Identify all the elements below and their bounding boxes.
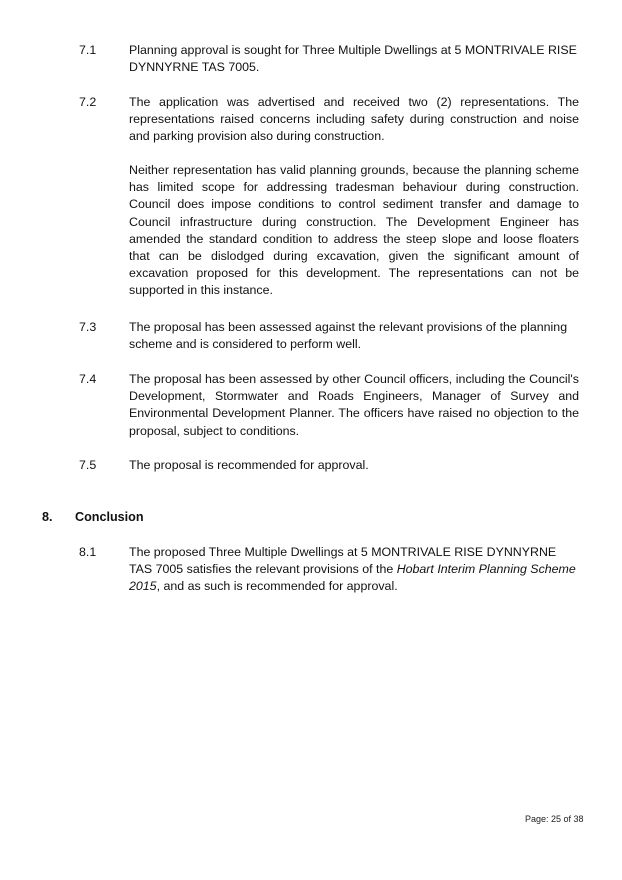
item-number: 7.4 [79,372,97,386]
scheme-name: Hobart Interim Planning Scheme 2015 [129,562,576,594]
item-number: 7.2 [79,95,97,109]
item-number: 7.5 [79,458,97,472]
item-text-continued: Neither representation has valid planning grounds, because the planning scheme has limited scope for addressing tradesman behaviour during construction. Council does impose conditions to control sediment transfer and damage to Council infrastructure during construction. The Development Engineer has amended the standard condition to address the steep slope and loose floaters that can be dislodged during excavation, given the significant amount of excavation proposed for this development. The representations can not be supported in this instance. [129,163,579,298]
section-heading-conclusion [42,509,144,526]
item-number: 7.3 [79,320,97,334]
item-text: The application was advertised and received two (2) representations. The representations raised concerns including safety during construction and noise and parking provision also during construction. [129,95,579,144]
item-number: 7.1 [79,43,97,57]
page-number: Page: 25 of 38 [525,814,584,824]
item-text: The proposal has been assessed by other Council officers, including the Council's Development, Stormwater and Roads Engineers, Manager of Survey and Environmental Development Planner. The officers have raised no objection to the proposal, subject to conditions. [129,372,579,438]
item-text-end: , and as such is recommended for approval. [156,579,398,594]
section-number: 8. [42,510,53,524]
section-title: Conclusion [75,510,144,524]
item-number: 8.1 [79,545,97,559]
item-text: The proposal has been assessed against the relevant provisions of the planning scheme and is considered to perform well. [129,320,568,352]
item-text [129,544,579,596]
item-text: Planning approval is sought for Three Multiple Dwellings at 5 MONTRIVALE RISE DYNNYRNE TAS 7005. [129,43,577,75]
item-text: The proposal is recommended for approval. [129,458,369,472]
item-text-start: The proposed Three Multiple Dwellings at 5 MONTRIVALE RISE DYNNYRNE TAS 7005 satisfies the relevant provisions of the [129,545,557,577]
